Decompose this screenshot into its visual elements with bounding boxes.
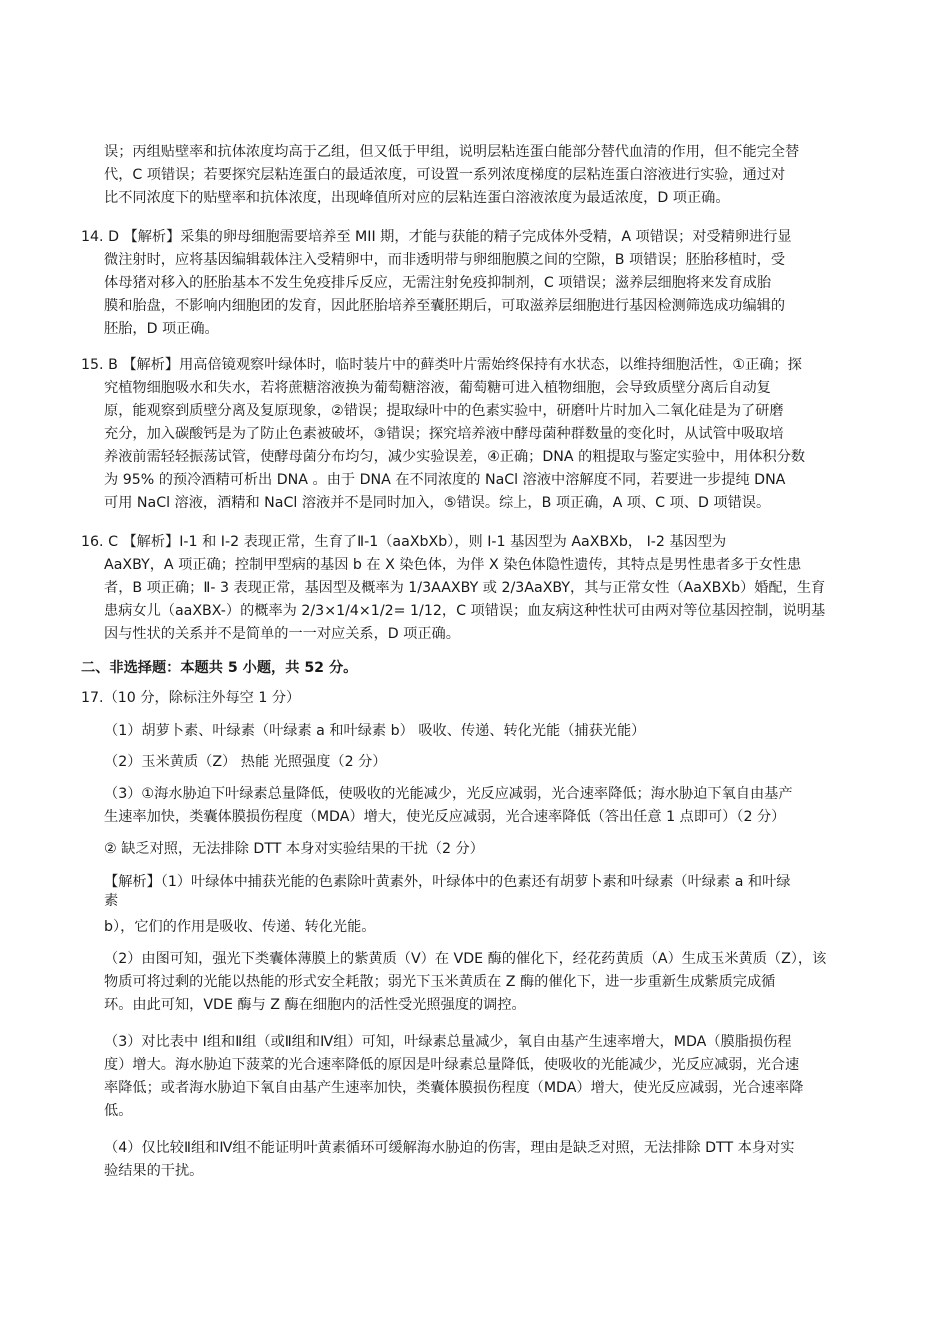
text-line: 素 (104, 893, 119, 909)
answer-17-1: （1）胡萝卜素、叶绿素（叶绿素 a 和叶绿素 b） 吸收、传递、转化光能（捕获光能） (104, 723, 646, 739)
text-line: 原，能观察到质壁分离及复原现象，②错误；提取绿叶中的色素实验中，研磨叶片时加入二氧化硅是为了研磨 (104, 403, 784, 419)
answer-17-3b: ② 缺乏对照，无法排除 DTT 本身对实验结果的干扰（2 分） (104, 841, 484, 857)
text-line: 体母猪对移入的胚胎基本不发生免疫排斥反应，无需注射免疫抑制剂，C 项错误；滋养层细胞将来发育成胎 (104, 275, 772, 291)
text-line: 物质可将过剩的光能以热能的形式安全耗散；弱光下玉米黄质在 Z 酶的催化下，进一步重新生成紫质完成循 (104, 974, 776, 990)
answer-15-line: 15. B 【解析】用高倍镜观察叶绿体时，临时装片中的藓类叶片需始终保持有水状态，以维持细胞活性，①正确；探 (81, 357, 802, 373)
answer-16-line: 16. C 【解析】Ⅰ-1 和 Ⅰ-2 表现正常，生育了Ⅱ-1（aaXbXb），则 Ⅰ-1 基因型为 AaXBXb， Ⅰ-2 基因型为 (81, 534, 727, 550)
question-17-heading: 17.（10 分，除标注外每空 1 分） (81, 690, 301, 706)
answer-17-3a: （3）①海水胁迫下叶绿素总量降低，使吸收的光能减少，光反应减弱，光合速率降低；海水胁迫下氧自由基产 (104, 786, 793, 802)
text-line: 环。由此可知，VDE 酶与 Z 酶在细胞内的活性受光照强度的调控。 (104, 997, 526, 1013)
text-line: 代，C 项错误；若要探究层粘连蛋白的最适浓度，可设置一系列浓度梯度的层粘连蛋白溶液进行实验，通过对 (104, 167, 786, 183)
analysis-2-line: （2）由图可知，强光下类囊体薄膜上的紫黄质（V）在 VDE 酶的催化下，经花药黄质（A）生成玉米黄质（Z），该 (104, 951, 827, 967)
text-line: 膜和胎盘，不影响内细胞团的发育，因此胚胎培养至囊胚期后，可取滋养层细胞进行基因检测筛选成功编辑的 (104, 298, 786, 314)
text-line: 因与性状的关系并不是简单的一一对应关系，D 项正确。 (104, 626, 460, 642)
text-line: 误；丙组贴壁率和抗体浓度均高于乙组，但又低于甲组，说明层粘连蛋白能部分替代血清的作用，但不能完全替 (104, 144, 800, 160)
analysis-3-line: （3）对比表中 Ⅰ组和Ⅱ组（或Ⅱ组和Ⅳ组）可知，叶绿素总量减少，氧自由基产生速率增大，MDA（膜脂损伤程 (104, 1034, 792, 1050)
text-line: 度）增大。海水胁迫下菠菜的光合速率降低的原因是叶绿素总量降低，使吸收的光能减少，光反应减弱，光合速 (104, 1057, 800, 1073)
text-line: 患病女儿（aaXBX-）的概率为 2/3×1/4×1/2= 1/12，C 项错误；血友病这种性状可由两对等位基因控制，说明基 (104, 603, 826, 619)
text-line: 可用 NaCl 溶液，酒精和 NaCl 溶液并不是同时加入，⑤错误。综上，B 项正确，A 项、C 项、D 项错误。 (104, 495, 771, 511)
text-line: 微注射时，应将基因编辑载体注入受精卵中，而非透明带与卵细胞膜之间的空隙，B 项错误；胚胎移植时，受 (104, 252, 786, 268)
section-heading: 二、非选择题：本题共 5 小题，共 52 分。 (81, 660, 358, 676)
text-line: b），它们的作用是吸收、传递、转化光能。 (104, 919, 376, 935)
text-line: 者，B 项正确；Ⅱ- 3 表现正常，基因型及概率为 1/3AAXBY 或 2/3AaXBY，其与正常女性（AaXBXb）婚配，生育 (104, 580, 826, 596)
text-line: 低。 (104, 1103, 133, 1119)
text-line: 比不同浓度下的贴壁率和抗体浓度，出现峰值所对应的层粘连蛋白溶液浓度为最适浓度，D 项正确。 (104, 190, 730, 206)
answer-17-2: （2）玉米黄质（Z） 热能 光照强度（2 分） (104, 754, 387, 770)
text-line: AaXBY，A 项正确；控制甲型病的基因 b 在 X 染色体，为伴 X 染色体隐性遗传，其特点是男性患者多于女性患 (104, 557, 802, 573)
answer-14-line: 14. D 【解析】采集的卵母细胞需要培养至 MII 期，才能与获能的精子完成体外受精，A 项错误；对受精卵进行显 (81, 229, 792, 245)
text-line: 率降低；或者海水胁迫下氧自由基产生速率加快，类囊体膜损伤程度（MDA）增大，使光反应减弱，光合速率降 (104, 1080, 804, 1096)
analysis-4-line: （4）仅比较Ⅱ组和Ⅳ组不能证明叶黄素循环可缓解海水胁迫的伤害，理由是缺乏对照，无法排除 DTT 本身对实 (104, 1140, 795, 1156)
text-line: 胚胎，D 项正确。 (104, 321, 219, 337)
text-line: 为 95% 的预冷酒精可析出 DNA 。由于 DNA 在不同浓度的 NaCl 溶液中溶解度不同，若要进一步提纯 DNA (104, 472, 786, 488)
text-line: 养液前需轻轻振荡试管，使酵母菌分布均匀，减少实验误差，④正确；DNA 的粗提取与鉴定实验中，用体积分数 (104, 449, 806, 465)
text-line: 验结果的干扰。 (104, 1163, 204, 1179)
text-line: 充分，加入碳酸钙是为了防止色素被破坏，③错误；探究培养液中酵母菌种群数量的变化时，从试管中吸取培 (104, 426, 784, 442)
text-line: 生速率加快，类囊体膜损伤程度（MDA）增大，使光反应减弱，光合速率降低（答出任意 1 点即可）（2 分） (104, 809, 786, 825)
analysis-heading-line: 【解析】（1）叶绿体中捕获光能的色素除叶黄素外，叶绿体中的色素还有胡萝卜素和叶绿素（叶绿素 a 和叶绿 (104, 874, 791, 890)
text-line: 究植物细胞吸水和失水，若将蔗糖溶液换为葡萄糖溶液，葡萄糖可进入植物细胞，会导致质壁分离后自动复 (104, 380, 771, 396)
